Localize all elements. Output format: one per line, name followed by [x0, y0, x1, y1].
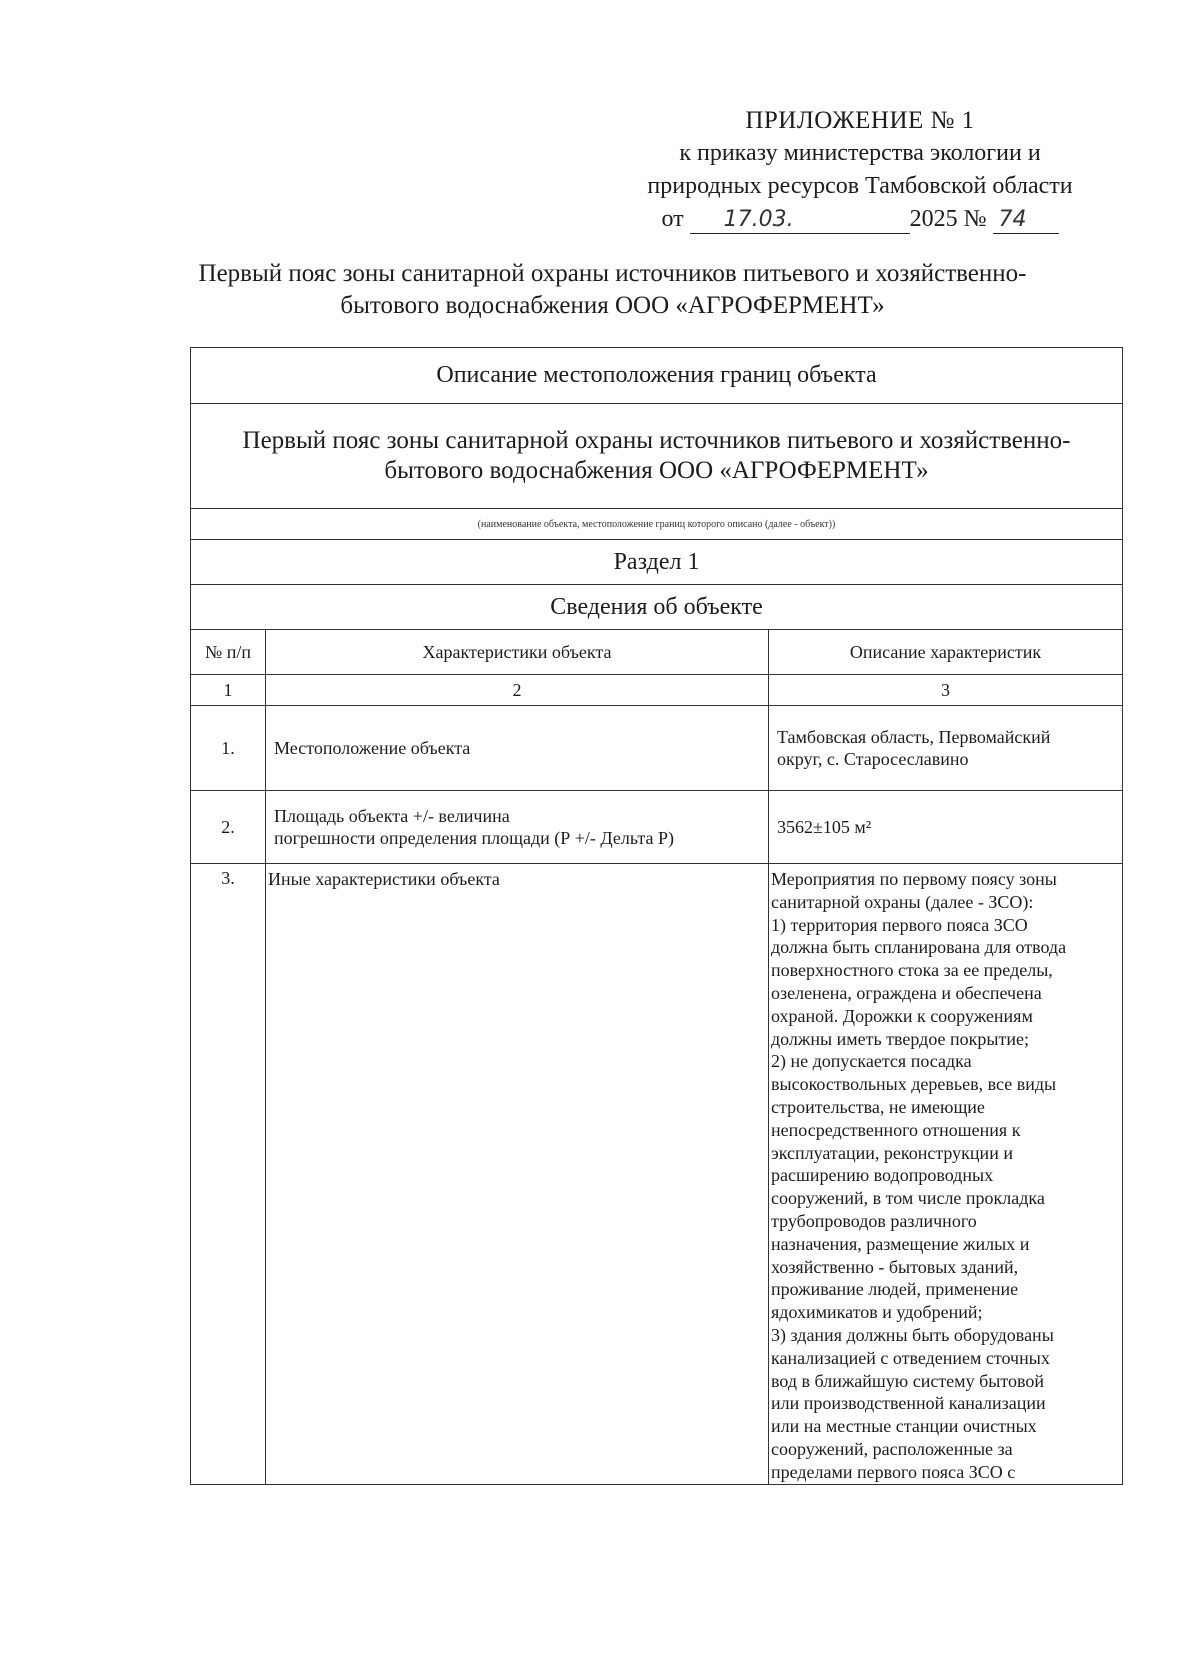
appendix-header: [600, 104, 1120, 236]
order-year: 2025 №: [909, 206, 987, 232]
text-line: должна быть спланирована для отвода: [771, 937, 1067, 958]
text-line: Иные характеристики объекта: [268, 869, 500, 889]
section-subtitle: Сведения об объекте: [191, 585, 1123, 630]
text-line: назначения, размещение жилых и: [771, 1233, 1030, 1254]
text-line: хозяйственно - бытовых зданий,: [771, 1256, 1019, 1277]
column-number-3: 3: [769, 675, 1123, 706]
table-row: [191, 864, 1123, 1485]
object-name-cell: [191, 404, 1123, 509]
text-line: 2) не допускается посадка: [771, 1051, 972, 1072]
text-line: или производственной канализации: [771, 1393, 1046, 1414]
text-line: погрешности определения площади (Р +/- Дельта Р): [274, 828, 674, 848]
text-line: санитарной охраны (далее - ЗСО):: [771, 891, 1034, 912]
order-reference: [600, 203, 1120, 236]
column-header-description: Описание характеристик: [769, 630, 1123, 675]
text-line: высокоствольных деревьев, все виды: [771, 1074, 1057, 1095]
text-line: Тамбовская область, Первомайский: [777, 727, 1051, 747]
text-line: пределами первого пояса ЗСО с: [771, 1461, 1016, 1482]
text-line: поверхностного стока за ее пределы,: [771, 960, 1053, 981]
row-number: 2.: [191, 791, 266, 864]
text-line: или на местные станции очистных: [771, 1416, 1037, 1437]
handwritten-order-date: 17.03.: [690, 207, 910, 234]
text-line: округ, с. Старосеславино: [777, 749, 969, 769]
text-line: Мероприятия по первому поясу зоны: [771, 869, 1057, 889]
text-line: охраной. Дорожки к сооружениям: [771, 1005, 1033, 1026]
text-line: канализацией с отведением сточных: [771, 1347, 1050, 1368]
handwritten-order-number: 74: [993, 207, 1059, 234]
text-line: вод в ближайшую систему бытовой: [771, 1370, 1044, 1391]
text-line: Местоположение объекта: [274, 738, 471, 758]
text-line: эксплуатации, реконструкции и: [771, 1142, 1013, 1163]
text-line: Площадь объекта +/- величина: [274, 806, 510, 826]
object-caption: (наименование объекта, местоположение границ которого описано (далее - объект)): [191, 509, 1123, 540]
appendix-line-1: к приказу министерства экологии и: [679, 140, 1041, 166]
document-title-line-1: Первый пояс зоны санитарной охраны источников питьевого и хозяйственно-: [198, 260, 1027, 287]
appendix-title: ПРИЛОЖЕНИЕ № 1: [745, 107, 975, 134]
row-characteristic: [266, 864, 769, 1485]
text-line: 3) здания должны быть оборудованы: [771, 1324, 1054, 1345]
object-name-line-2: бытового водоснабжения ООО «АГРОФЕРМЕНТ»: [384, 457, 929, 484]
text-line: озеленена, ограждена и обеспечена: [771, 982, 1042, 1003]
text-line: 1) территория первого пояса ЗСО: [771, 914, 1028, 935]
text-line: 3562±105 м²: [777, 817, 872, 837]
row-characteristic: [266, 791, 769, 864]
table-row: [191, 791, 1123, 864]
row-description: [769, 791, 1123, 864]
table-header: Описание местоположения границ объекта: [191, 348, 1123, 404]
text-line: трубопроводов различного: [771, 1210, 977, 1231]
table-row: [191, 706, 1123, 791]
row-description: [769, 864, 1123, 1485]
text-line: сооружений, в том числе прокладка: [771, 1188, 1045, 1209]
text-line: строительства, не имеющие: [771, 1096, 985, 1117]
text-line: сооружений, расположенные за: [771, 1438, 1013, 1459]
column-header-characteristic: Характеристики объекта: [266, 630, 769, 675]
row-number: 3.: [191, 864, 266, 1485]
column-number-1: 1: [191, 675, 266, 706]
text-line: должны иметь твердое покрытие;: [771, 1028, 1029, 1049]
document-title: [150, 258, 1075, 322]
column-number-2: 2: [266, 675, 769, 706]
text-line: непосредственного отношения к: [771, 1119, 1021, 1140]
column-header-number: № п/п: [191, 630, 266, 675]
row-description: [769, 706, 1123, 791]
order-prefix: от: [661, 206, 684, 232]
boundary-description-table: [190, 347, 1122, 1485]
row-number: 1.: [191, 706, 266, 791]
document-title-line-2: бытового водоснабжения ООО «АГРОФЕРМЕНТ»: [340, 292, 885, 319]
row-characteristic: [266, 706, 769, 791]
text-line: расширению водопроводных: [771, 1165, 994, 1186]
object-name-line-1: Первый пояс зоны санитарной охраны источников питьевого и хозяйственно-: [242, 427, 1071, 454]
text-line: ядохимикатов и удобрений;: [771, 1302, 983, 1323]
section-title: Раздел 1: [191, 540, 1123, 585]
text-line: проживание людей, применение: [771, 1279, 1019, 1300]
appendix-line-2: природных ресурсов Тамбовской области: [647, 173, 1073, 199]
